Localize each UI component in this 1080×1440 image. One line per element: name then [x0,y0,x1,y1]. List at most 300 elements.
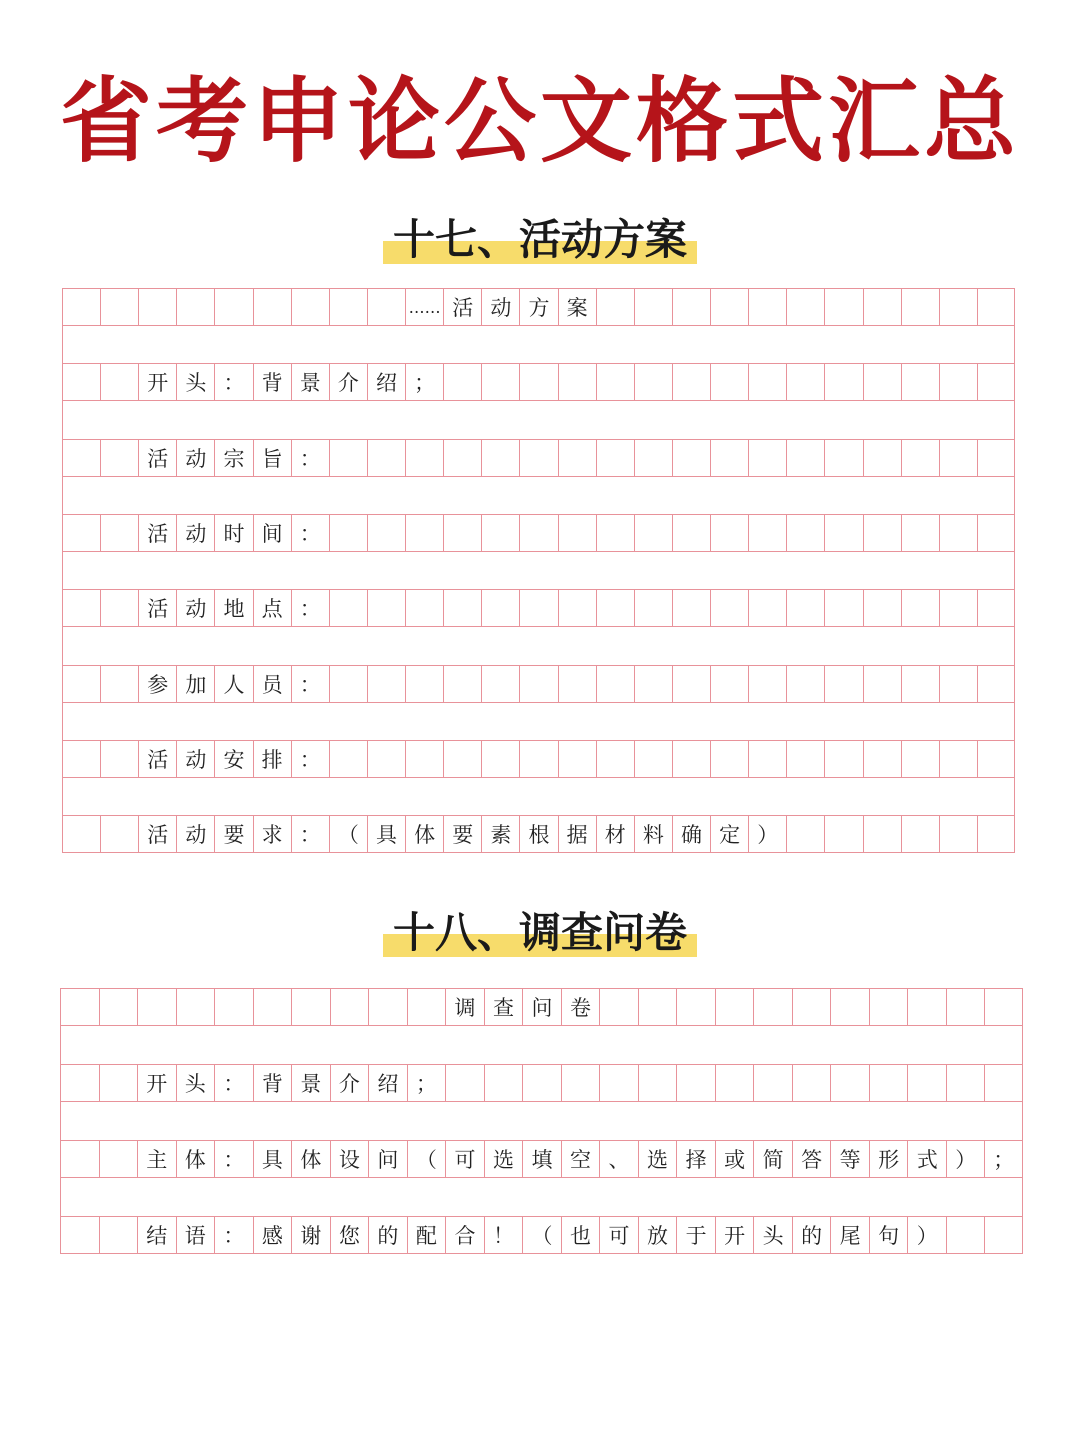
grid-cell: 宗 [214,440,252,476]
grid-cell [62,816,100,852]
grid-cell [405,440,443,476]
grid-cell [596,364,634,400]
grid-cell [634,666,672,702]
grid-cell: 句 [869,1217,908,1253]
grid-cell: 语 [176,1217,215,1253]
grid-cell: ； [984,1141,1023,1177]
grid-cell [60,989,99,1025]
grid-cell: 材 [596,816,634,852]
grid-cell [786,515,824,551]
grid-cell: 头 [753,1217,792,1253]
grid-cell [824,515,862,551]
grid-cell: 景 [291,364,329,400]
grid-cell [672,666,710,702]
grid-cell: 方 [519,289,557,325]
grid-cell: 地 [214,590,252,626]
grid-cell [519,666,557,702]
grid-cell [946,989,985,1025]
grid-cell: ） [748,816,786,852]
grid-cell [792,989,831,1025]
grid-cell: 人 [214,666,252,702]
grid-cell [596,515,634,551]
grid-cell: 动 [176,741,214,777]
grid-cell: 具 [367,816,405,852]
grid-row [60,1216,1023,1254]
grid-cell [60,1217,99,1253]
grid-cell [901,515,939,551]
grid-cell [100,289,138,325]
grid-cell: 放 [638,1217,677,1253]
grid-cell: ； [407,1065,446,1101]
grid-cell [176,989,215,1025]
grid-cell: （ [407,1141,446,1177]
grid-cell: 活 [138,440,176,476]
grid-cell [99,1141,138,1177]
grid-cell: …… [405,289,443,325]
grid-cell [481,590,519,626]
grid-cell: 也 [561,1217,600,1253]
grid-cell [100,666,138,702]
grid-row [62,815,1015,853]
grid-cell [445,1065,484,1101]
grid-cell: 案 [558,289,596,325]
grid-cell [443,590,481,626]
grid-cell: （ [522,1217,561,1253]
grid-cell [715,989,754,1025]
grid-cell [869,1065,908,1101]
grid-cell [901,666,939,702]
grid-cell [519,364,557,400]
grid-cell [443,440,481,476]
grid-cell [596,590,634,626]
grid-cell: 动 [176,440,214,476]
grid-cell: 旨 [253,440,291,476]
grid-cell [60,1065,99,1101]
grid-cell [367,666,405,702]
grid-cell: 查 [484,989,523,1025]
activity-plan-grid [62,288,1015,858]
grid-cell [405,666,443,702]
grid-cell: 合 [445,1217,484,1253]
grid-cell [977,440,1015,476]
grid-cell: 或 [715,1141,754,1177]
grid-cell: （ [329,816,367,852]
grid-cell [863,741,901,777]
grid-cell [99,989,138,1025]
grid-cell: 的 [792,1217,831,1253]
grid-cell: ： [291,515,329,551]
grid-cell: 景 [291,1065,330,1101]
grid-cell: 料 [634,816,672,852]
grid-cell [330,989,369,1025]
grid-cell [786,364,824,400]
grid-cell [561,1065,600,1101]
grid-cell [984,1217,1023,1253]
grid-cell: 动 [176,590,214,626]
grid-cell [62,364,100,400]
survey-grid [60,988,1023,1258]
grid-cell [824,364,862,400]
grid-row [62,740,1015,778]
grid-cell: 背 [253,1065,292,1101]
grid-cell [710,289,748,325]
grid-cell [786,741,824,777]
grid-cell: 时 [214,515,252,551]
grid-cell: 动 [481,289,519,325]
grid-cell [786,440,824,476]
grid-cell [907,1065,946,1101]
grid-cell: 介 [329,364,367,400]
grid-cell: 卷 [561,989,600,1025]
grid-cell [100,440,138,476]
grid-cell [367,590,405,626]
grid-cell [977,816,1015,852]
grid-cell [977,289,1015,325]
grid-cell: 等 [830,1141,869,1177]
grid-cell [638,1065,677,1101]
grid-cell [786,590,824,626]
grid-cell: 您 [330,1217,369,1253]
grid-cell [977,364,1015,400]
grid-cell: 活 [138,590,176,626]
grid-cell [634,515,672,551]
grid-cell: ： [214,1065,253,1101]
grid-cell [939,816,977,852]
grid-cell: 动 [176,816,214,852]
grid-row [62,288,1015,326]
grid-cell [753,1065,792,1101]
grid-row [60,1140,1023,1178]
section-heading-text: 十八、调查问卷 [383,903,697,963]
grid-cell [672,364,710,400]
grid-cell: ： [291,440,329,476]
grid-cell [367,440,405,476]
grid-cell [939,590,977,626]
grid-cell [481,440,519,476]
grid-cell [60,1141,99,1177]
grid-cell [519,515,557,551]
grid-cell [946,1065,985,1101]
grid-cell [748,289,786,325]
grid-cell: 求 [253,816,291,852]
grid-cell: 体 [176,1141,215,1177]
grid-cell: 具 [253,1141,292,1177]
grid-cell: 介 [330,1065,369,1101]
grid-cell [405,515,443,551]
grid-cell [558,515,596,551]
grid-cell: ； [405,364,443,400]
grid-cell [329,666,367,702]
grid-cell [291,989,330,1025]
grid-cell [62,741,100,777]
section-heading-activity-plan [0,210,1080,270]
grid-cell [329,590,367,626]
grid-cell [599,989,638,1025]
grid-cell [901,440,939,476]
grid-cell [176,289,214,325]
grid-cell: ： [214,364,252,400]
grid-cell [214,989,253,1025]
grid-cell [901,590,939,626]
grid-row [62,363,1015,401]
grid-row [62,514,1015,552]
grid-right-edge [1022,988,1023,1254]
grid-cell [634,289,672,325]
grid-cell [481,741,519,777]
grid-cell [253,289,291,325]
grid-cell [901,741,939,777]
grid-cell [481,364,519,400]
grid-cell [977,515,1015,551]
grid-cell [519,590,557,626]
grid-cell [676,1065,715,1101]
grid-cell [786,816,824,852]
grid-cell [596,666,634,702]
grid-cell [824,666,862,702]
grid-cell [863,440,901,476]
grid-cell: 可 [445,1141,484,1177]
grid-cell: 间 [253,515,291,551]
grid-cell: ： [214,1141,253,1177]
grid-cell: 安 [214,741,252,777]
grid-cell: 开 [715,1217,754,1253]
grid-cell [137,989,176,1025]
grid-cell [558,440,596,476]
grid-cell [984,989,1023,1025]
grid-row [62,665,1015,703]
grid-cell [329,440,367,476]
grid-cell [443,515,481,551]
section-heading-survey [0,903,1080,963]
grid-cell: 头 [176,1065,215,1101]
grid-cell: 简 [753,1141,792,1177]
grid-cell: 素 [481,816,519,852]
grid-cell [863,666,901,702]
grid-cell [710,364,748,400]
grid-cell [368,989,407,1025]
grid-cell: 体 [291,1141,330,1177]
grid-cell: 答 [792,1141,831,1177]
grid-cell: 活 [443,289,481,325]
grid-cell [748,440,786,476]
grid-cell [710,515,748,551]
grid-cell [443,741,481,777]
grid-cell: 形 [869,1141,908,1177]
grid-cell [481,515,519,551]
grid-cell [939,289,977,325]
grid-cell [753,989,792,1025]
grid-cell [672,440,710,476]
grid-cell [748,590,786,626]
grid-cell [939,515,977,551]
grid-cell: 体 [405,816,443,852]
grid-cell [62,289,100,325]
grid-cell: 填 [522,1141,561,1177]
grid-cell [824,741,862,777]
grid-row [60,988,1023,1026]
grid-cell [977,590,1015,626]
grid-cell [710,666,748,702]
grid-cell: ： [291,590,329,626]
grid-cell: 加 [176,666,214,702]
grid-cell: 选 [638,1141,677,1177]
grid-cell [522,1065,561,1101]
grid-cell: ： [291,666,329,702]
grid-row [62,439,1015,477]
grid-cell: 活 [138,816,176,852]
grid-cell: 谢 [291,1217,330,1253]
grid-cell [634,741,672,777]
grid-cell: 绍 [368,1065,407,1101]
grid-cell [634,440,672,476]
grid-cell [634,364,672,400]
grid-cell [710,440,748,476]
grid-cell [748,666,786,702]
grid-cell: 参 [138,666,176,702]
grid-cell: 排 [253,741,291,777]
grid-cell [939,666,977,702]
section-heading-text: 十七、活动方案 [383,210,697,270]
grid-cell: 动 [176,515,214,551]
grid-cell: 确 [672,816,710,852]
grid-cell: 要 [443,816,481,852]
grid-cell [939,364,977,400]
grid-row [60,1064,1023,1102]
grid-cell [100,816,138,852]
grid-cell [939,741,977,777]
grid-cell: ） [907,1217,946,1253]
grid-cell [214,289,252,325]
grid-cell [558,590,596,626]
grid-cell [824,440,862,476]
grid-cell [253,989,292,1025]
grid-cell: 活 [138,515,176,551]
grid-cell [100,741,138,777]
grid-cell [405,590,443,626]
grid-cell: 据 [558,816,596,852]
grid-cell [62,515,100,551]
grid-cell [367,289,405,325]
grid-cell [863,590,901,626]
grid-cell: ！ [484,1217,523,1253]
grid-cell [638,989,677,1025]
grid-cell: 、 [599,1141,638,1177]
grid-cell [672,289,710,325]
grid-cell [786,289,824,325]
grid-cell: 配 [407,1217,446,1253]
grid-cell [484,1065,523,1101]
grid-cell [443,666,481,702]
grid-cell: 主 [137,1141,176,1177]
grid-cell: 活 [138,741,176,777]
grid-cell: 开 [137,1065,176,1101]
grid-cell [748,741,786,777]
grid-cell [481,666,519,702]
grid-cell [558,666,596,702]
grid-cell: ： [291,816,329,852]
grid-cell: 可 [599,1217,638,1253]
grid-cell [830,1065,869,1101]
grid-cell [99,1217,138,1253]
grid-cell: 设 [330,1141,369,1177]
grid-cell: 绍 [367,364,405,400]
grid-cell [984,1065,1023,1101]
grid-cell [824,590,862,626]
grid-cell [367,741,405,777]
grid-cell [62,666,100,702]
grid-cell [672,590,710,626]
grid-cell [138,289,176,325]
grid-cell: 调 [445,989,484,1025]
grid-cell [748,515,786,551]
grid-cell: 员 [253,666,291,702]
grid-cell [939,440,977,476]
grid-cell [672,741,710,777]
grid-cell [710,741,748,777]
grid-left-edge [60,988,61,1254]
grid-cell [715,1065,754,1101]
grid-cell: 式 [907,1141,946,1177]
grid-cell: 尾 [830,1217,869,1253]
grid-cell [558,364,596,400]
grid-cell [901,364,939,400]
grid-cell [62,440,100,476]
grid-row [62,589,1015,627]
grid-cell [824,289,862,325]
grid-cell [407,989,446,1025]
grid-cell [863,515,901,551]
grid-cell [710,590,748,626]
grid-cell [519,741,557,777]
grid-cell [786,666,824,702]
grid-cell [329,515,367,551]
grid-cell [599,1065,638,1101]
grid-cell: 根 [519,816,557,852]
grid-cell: 背 [253,364,291,400]
grid-cell [100,364,138,400]
grid-cell: ） [946,1141,985,1177]
grid-cell [901,289,939,325]
grid-cell: 问 [522,989,561,1025]
grid-cell [748,364,786,400]
grid-cell: 问 [368,1141,407,1177]
grid-cell [62,590,100,626]
grid-cell [863,289,901,325]
grid-cell: ： [291,741,329,777]
grid-cell [329,289,367,325]
grid-cell: 要 [214,816,252,852]
grid-cell [869,989,908,1025]
grid-cell [676,989,715,1025]
grid-cell [596,440,634,476]
grid-cell [100,590,138,626]
grid-cell [792,1065,831,1101]
grid-cell [100,515,138,551]
grid-cell [901,816,939,852]
grid-cell [863,364,901,400]
grid-cell [519,440,557,476]
grid-cell [946,1217,985,1253]
grid-cell: 定 [710,816,748,852]
grid-cell [824,816,862,852]
grid-cell [291,289,329,325]
grid-cell: 选 [484,1141,523,1177]
grid-cell: 开 [138,364,176,400]
grid-cell: 点 [253,590,291,626]
grid-cell: 感 [253,1217,292,1253]
grid-cell [558,741,596,777]
page-title: 省考申论公文格式汇总 [59,68,1020,175]
